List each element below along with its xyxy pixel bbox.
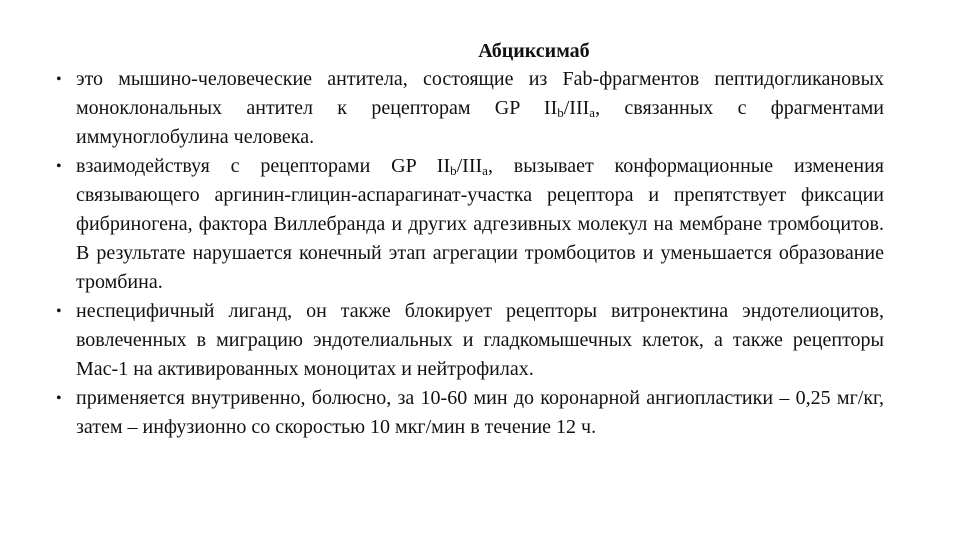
bullet-item-2 [54,152,884,297]
bullet-text: взаимодействуя с рецепторами GP $II_b/III_a$, вызывает конформационные изменения связывающего аргинин-глицин-аспарагинат-участка рецептора и препятствует фиксации фибриногена, фактора Виллебранда и других адгезивных молекул на мембране тромбоцитов. В результате нарушается конечный этап агрегации тромбоцитов и уменьшается образование тромбина. [76,155,885,293]
bullet-dot-icon: • [56,158,62,175]
slide-title: Абциксимаб [478,40,590,62]
bullet-list [54,65,884,442]
bullet-text: это мышино-человеческие антитела, состоящие из Fab-фрагментов пептидогликановых моноклональных антител к рецепторам GP $II_b/III_a$, связанных с фрагментами иммуноглобулина человека. [76,68,884,148]
bullet-text: неспецифичный лиганд, он также блокирует рецепторы витронектина эндотелиоцитов, вовлеченных в миграцию эндотелиальных и гладкомышечных клеток, а также рецепторы Mac-1 на активированных моноцитах и нейтрофилах. [76,300,884,380]
bullet-text: применяется внутривенно, болюсно, за 10-60 мин до коронарной ангиопластики – 0,25 мг/кг, затем – инфузионно со скоростью 10 мкг/мин в течение 12 ч. [76,387,884,438]
bullet-item-1 [54,65,884,152]
bullet-item-4 [54,384,884,442]
bullet-dot-icon: • [56,390,62,407]
bullet-dot-icon: • [56,71,62,88]
bullet-dot-icon: • [56,303,62,320]
bullet-item-3 [54,297,884,384]
